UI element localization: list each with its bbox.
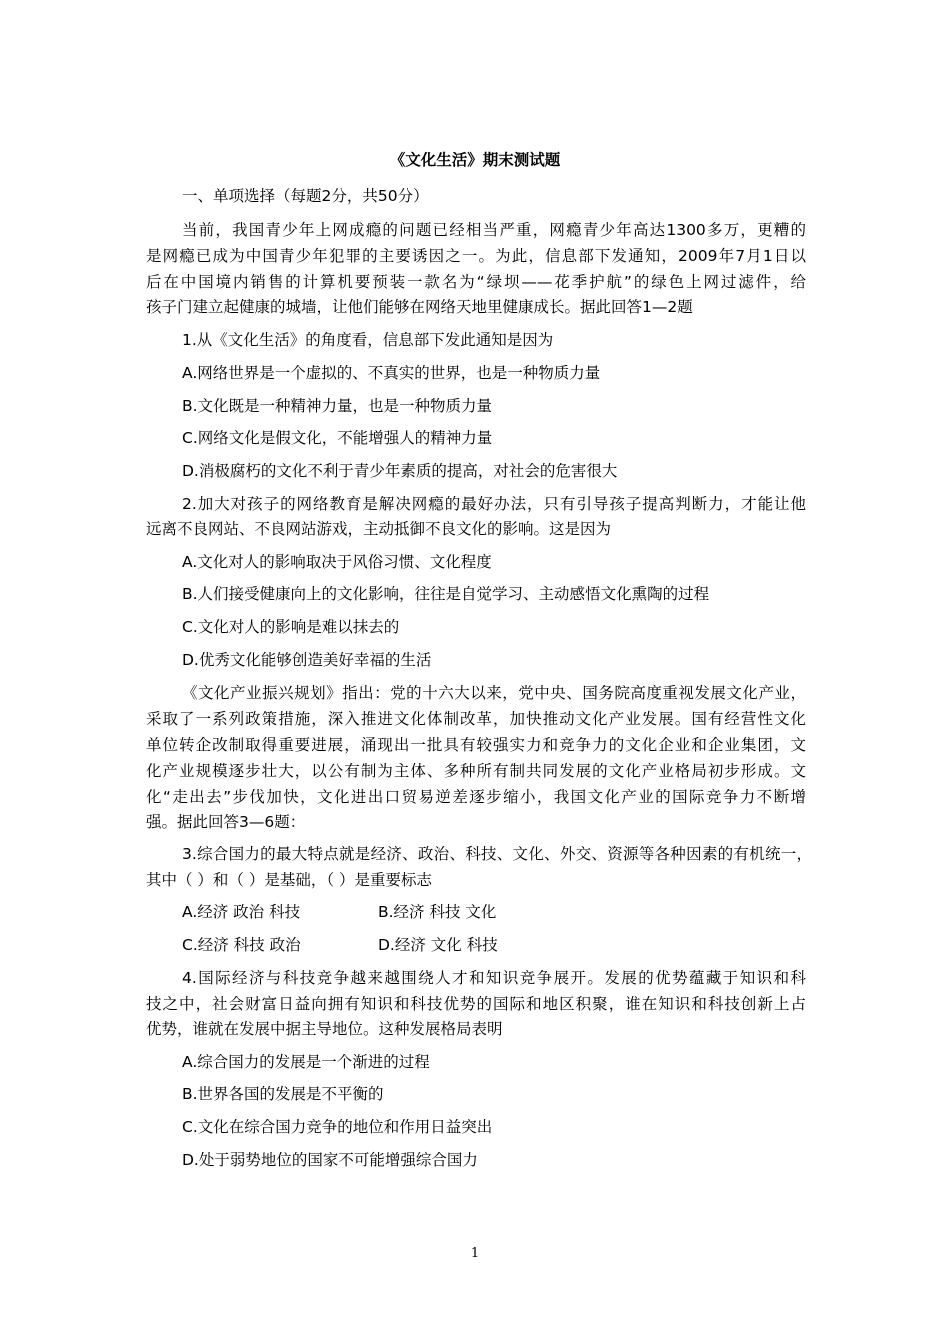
q4-option-c: C.文化在综合国力竞争的地位和作用日益突出 (182, 1118, 493, 1136)
q3-stem-line-1: 3.综合国力的最大特点就是经济、政治、科技、文化、外交、资源等各种因素的有机统一， (182, 845, 812, 863)
q2-option-d: D.优秀文化能够创造美好幸福的生活 (182, 651, 432, 669)
section-heading: 一、单项选择（每题2分，共50分） (182, 187, 429, 205)
q3-stem-line-2: 其中（ ）和（ ）是基础，（ ）是重要标志 (146, 871, 433, 889)
intro-2-line-5: 化“走出去”步伐加快，文化进出口贸易逆差逐步缩小，我国文化产业的国际竞争力不断增 (146, 788, 806, 806)
q3-option-b: B.经济 科技 文化 (378, 903, 497, 921)
intro-1-line-1: 当前，我国青少年上网成瘾的问题已经相当严重，网瘾青少年高达1300多万，更糟的 (182, 221, 806, 239)
intro-1-line-3: 后在中国境内销售的计算机要预装一款名为“绿坝——花季护航”的绿色上网过滤件，给 (146, 273, 806, 291)
q4-option-a: A.综合国力的发展是一个渐进的过程 (182, 1053, 430, 1071)
q2-option-b: B.人们接受健康向上的文化影响，往往是自觉学习、主动感悟文化熏陶的过程 (182, 585, 710, 603)
q1-option-b: B.文化既是一种精神力量，也是一种物质力量 (182, 397, 493, 415)
page-number: 1 (470, 1246, 480, 1261)
q1-option-d: D.消极腐朽的文化不利于青少年素质的提高，对社会的危害很大 (182, 462, 618, 480)
q2-stem-line-1: 2.加大对孩子的网络教育是解决网瘾的最好办法，只有引导孩子提高判断力，才能让他 (182, 495, 806, 513)
q3-option-d: D.经济 文化 科技 (378, 936, 498, 954)
intro-2-line-1: 《文化产业振兴规划》指出：党的十六大以来，党中央、国务院高度重视发展文化产业， (182, 684, 806, 702)
q1-option-c: C.网络文化是假文化，不能增强人的精神力量 (182, 429, 493, 447)
q2-option-a: A.文化对人的影响取决于风俗习惯、文化程度 (182, 553, 492, 571)
q4-stem-line-1: 4.国际经济与科技竞争越来越围绕人才和知识竞争展开。发展的优势蕴藏于知识和科 (182, 969, 806, 987)
intro-2-line-2: 采取了一系列政策措施，深入推进文化体制改革，加快推动文化产业发展。国有经营性文化 (146, 710, 806, 728)
q1-option-a: A.网络世界是一个虚拟的、不真实的世界，也是一种物质力量 (182, 364, 601, 382)
q4-option-b: B.世界各国的发展是不平衡的 (182, 1085, 384, 1103)
intro-2-line-6: 强。据此回答3—6题： (146, 813, 306, 831)
q3-option-a: A.经济 政治 科技 (182, 903, 301, 921)
intro-2-line-3: 单位转企改制取得重要进展，涌现出一批具有较强实力和竞争力的文化企业和企业集团，文 (146, 736, 806, 754)
intro-1-line-4: 孩子门建立起健康的城墙，让他们能够在网络天地里健康成长。据此回答1—2题 (146, 298, 693, 316)
q3-option-c: C.经济 科技 政治 (182, 936, 301, 954)
intro-1-line-2: 是网瘾已成为中国青少年犯罪的主要诱因之一。为此，信息部下发通知，2009年7月1日以 (146, 247, 806, 265)
q1-stem: 1.从《文化生活》的角度看，信息部下发此通知是因为 (182, 331, 554, 349)
intro-2-line-4: 化产业规模逐步壮大，以公有制为主体、多种所有制共同发展的文化产业格局初步形成。文 (146, 762, 806, 780)
q4-option-d: D.处于弱势地位的国家不可能增强综合国力 (182, 1151, 478, 1169)
q2-stem-line-2: 远离不良网站、不良网站游戏，主动抵御不良文化的影响。这是因为 (146, 520, 612, 538)
q2-option-c: C.文化对人的影响是难以抹去的 (182, 618, 400, 636)
document-title: 《文化生活》期末测试题 (389, 151, 561, 169)
q4-stem-line-3: 优势，谁就在发展中据主导地位。这种发展格局表明 (146, 1020, 503, 1038)
q4-stem-line-2: 技之中，社会财富日益向拥有知识和科技优势的国际和地区积聚，谁在知识和科技创新上占 (146, 995, 806, 1013)
